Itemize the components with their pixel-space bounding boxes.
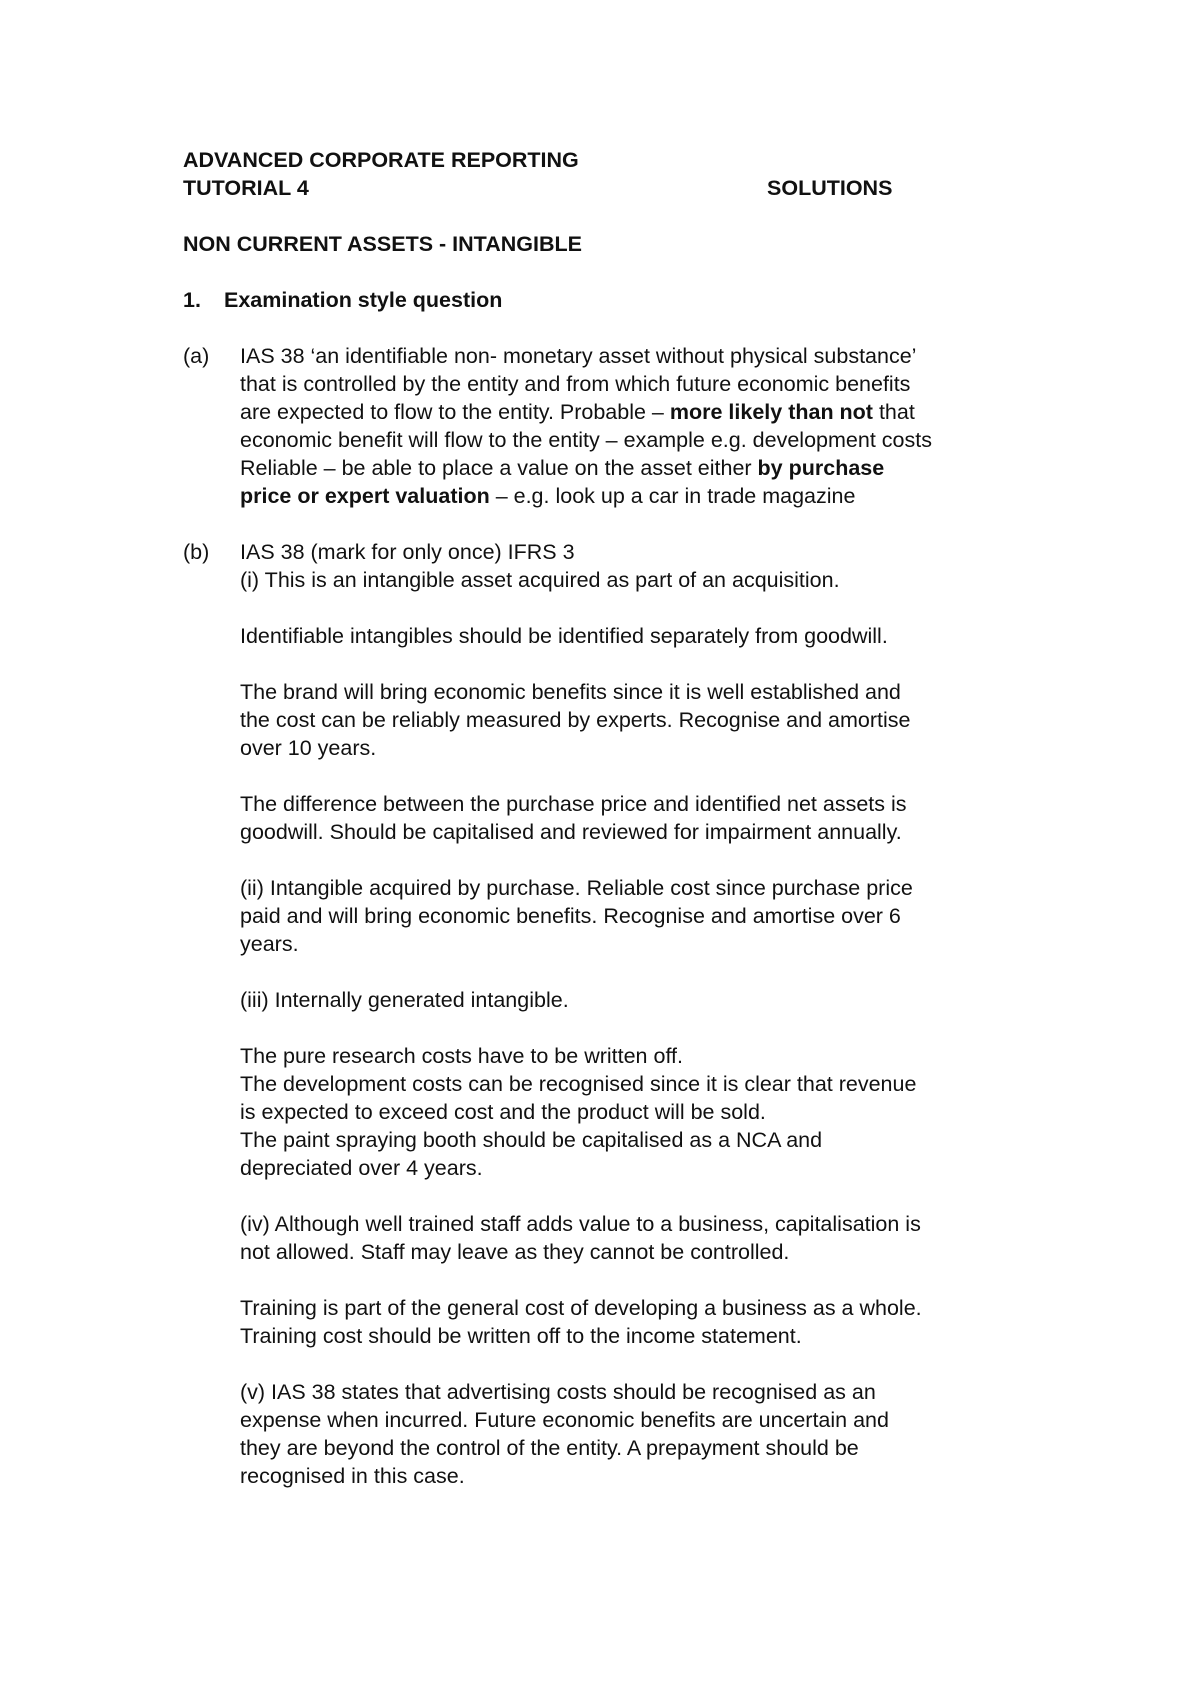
expert-valuation-emphasis: price or expert valuation: [240, 484, 490, 508]
part-a-line-5-text: Reliable – be able to place a value on the asset either: [240, 456, 758, 480]
part-b-iii-line-2e: depreciated over 4 years.: [240, 1156, 483, 1180]
part-b-i-line-2: Identifiable intangibles should be identified separately from goodwill.: [240, 624, 888, 648]
part-b-v-line-c: they are beyond the control of the entity. A prepayment should be: [240, 1436, 859, 1460]
part-b-ii-line-b: paid and will bring economic benefits. Recognise and amortise over 6: [240, 904, 901, 928]
part-b-iii-line-1: (iii) Internally generated intangible.: [240, 988, 569, 1012]
part-a-line-3-end: that: [872, 400, 915, 424]
part-a-line-6-text: – e.g. look up a car in trade magazine: [489, 484, 856, 508]
part-b-i-line-3a: The brand will bring economic benefits since it is well established and: [240, 680, 901, 704]
part-b-v-line-b: expense when incurred. Future economic benefits are uncertain and: [240, 1408, 889, 1432]
part-a-line-3-text: are expected to flow to the entity. Probable –: [240, 400, 670, 424]
course-title: ADVANCED CORPORATE REPORTING: [183, 148, 579, 172]
part-b-v-line-a: (v) IAS 38 states that advertising costs should be recognised as an: [240, 1380, 876, 1404]
part-b-i-line-3c: over 10 years.: [240, 736, 377, 760]
part-b-iv-line-d: Training cost should be written off to the income statement.: [240, 1324, 802, 1348]
question-title: Examination style question: [224, 288, 503, 312]
part-b-i-line-1: (i) This is an intangible asset acquired as part of an acquisition.: [240, 568, 840, 592]
part-b-iv-line-a: (iv) Although well trained staff adds value to a business, capitalisation is: [240, 1212, 921, 1236]
part-a-line-3: [240, 398, 915, 426]
part-a-line-2: that is controlled by the entity and from which future economic benefits: [240, 372, 911, 396]
part-a-line-5: [240, 454, 884, 482]
part-b-iii-line-2b: The development costs can be recognised since it is clear that revenue: [240, 1072, 917, 1096]
by-purchase-emphasis: by purchase: [757, 456, 885, 480]
part-a-line-4: economic benefit will flow to the entity – example e.g. development costs: [240, 428, 932, 452]
tutorial-title: TUTORIAL 4: [183, 176, 309, 200]
part-b-iii-line-2d: The paint spraying booth should be capitalised as a NCA and: [240, 1128, 823, 1152]
question-number: 1.: [183, 288, 201, 312]
part-b-i-line-4b: goodwill. Should be capitalised and reviewed for impairment annually.: [240, 820, 902, 844]
part-b-iv-line-b: not allowed. Staff may leave as they cannot be controlled.: [240, 1240, 790, 1264]
part-a-label: (a): [183, 344, 210, 368]
solutions-label: SOLUTIONS: [767, 176, 893, 200]
part-b-intro: IAS 38 (mark for only once) IFRS 3: [240, 540, 575, 564]
part-b-ii-line-a: (ii) Intangible acquired by purchase. Reliable cost since purchase price: [240, 876, 913, 900]
part-b-v-line-d: recognised in this case.: [240, 1464, 465, 1488]
part-b-ii-line-c: years.: [240, 932, 299, 956]
part-b-iii-line-2c: is expected to exceed cost and the product will be sold.: [240, 1100, 766, 1124]
topic-heading: NON CURRENT ASSETS - INTANGIBLE: [183, 232, 582, 256]
part-b-iii-line-2a: The pure research costs have to be written off.: [240, 1044, 683, 1068]
part-a-line-6: [240, 482, 855, 510]
part-b-label: (b): [183, 540, 210, 564]
part-b-iv-line-c: Training is part of the general cost of developing a business as a whole.: [240, 1296, 922, 1320]
part-b-i-line-3b: the cost can be reliably measured by experts. Recognise and amortise: [240, 708, 911, 732]
part-b-i-line-4a: The difference between the purchase price and identified net assets is: [240, 792, 907, 816]
more-likely-emphasis: more likely than not: [669, 400, 873, 424]
part-a-line-1: IAS 38 ‘an identifiable non- monetary asset without physical substance’: [240, 344, 917, 368]
